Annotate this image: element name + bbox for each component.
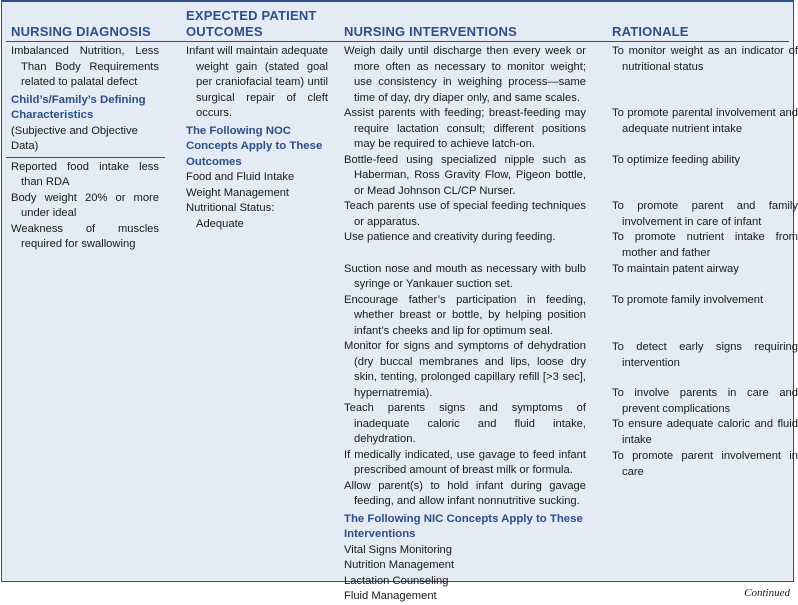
nic-item: Vital Signs Monitoring	[344, 543, 452, 556]
rationale-item: To promote parent and family involvement in care of infant	[612, 200, 798, 228]
noc-item: Weight Management	[186, 186, 290, 199]
header-expected-outcomes-line1: EXPECTED PATIENT	[186, 8, 317, 23]
intervention-item: If medically indicated, use gavage to feed infant prescribed amount of breast milk or formula.	[344, 448, 586, 476]
rationale-item: To optimize feeding ability	[612, 154, 741, 166]
rationale-item: To promote parental involvement and adequate nutrient intake	[612, 107, 798, 135]
defining-characteristics-note: (Subjective and Objective Data)	[11, 124, 138, 152]
rationale-item: To promote nutrient intake from mother and father	[612, 231, 798, 259]
characteristic-item: Body weight 20% or more under ideal	[11, 191, 159, 219]
outcomes-column	[186, 44, 328, 232]
rationale-item: To promote family involvement	[612, 294, 764, 306]
nic-title: The Following NIC Concepts Apply to These Interventions	[344, 512, 583, 540]
intervention-item: Teach parents use of special feeding techniques or apparatus.	[344, 200, 586, 228]
rationale-item: To ensure adequate caloric and fluid intake	[612, 418, 798, 446]
nic-item: Nutrition Management	[344, 559, 455, 571]
noc-item: Food and Fluid Intake	[186, 171, 295, 183]
rationale-item: To maintain patent airway	[612, 263, 739, 275]
diagnosis-title: Imbalanced Nutrition, Less Than Body Requirements related to palatal defect	[11, 45, 159, 88]
intervention-item: Bottle-feed using specialized nipple such as Haberman, Ross Gravity Flow, Pigeon bottle, or Mead Johnson CL/CP Nurser.	[344, 153, 586, 197]
interventions-column	[344, 44, 586, 605]
header-rationale: RATIONALE	[612, 24, 689, 39]
nic-item: Lactation Counseling	[344, 574, 449, 587]
nic-item: Fluid Management	[344, 590, 437, 602]
continued-label: Continued	[744, 587, 790, 599]
intervention-item: Teach parents signs and symptoms of inadequate caloric and fluid intake, dehydration.	[344, 402, 586, 445]
intervention-item: Suction nose and mouth as necessary with bulb syringe or Yankauer suction set.	[344, 262, 586, 290]
intervention-item: Assist parents with feeding; breast-feeding may require lactation consult; different positions may be required to achieve latch-on.	[344, 107, 586, 150]
outcome-text: Infant will maintain adequate weight gain (stated goal per craniofacial team) until surgical repair of cleft occurs.	[186, 45, 328, 119]
noc-sub-item: Adequate	[196, 217, 244, 230]
header-nursing-interventions: NURSING INTERVENTIONS	[344, 24, 517, 39]
header-expected-outcomes-line2: OUTCOMES	[186, 24, 263, 39]
characteristic-item: Weakness of muscles required for swallowing	[11, 222, 159, 250]
diagnosis-divider	[6, 157, 165, 158]
intervention-item: Allow parent(s) to hold infant during gavage feeding, and allow infant nonnutritive sucking.	[344, 479, 586, 507]
rationale-column	[612, 0, 798, 582]
noc-item: Nutritional Status:	[186, 202, 275, 214]
intervention-item: Encourage father’s participation in feeding, whether breast or bottle, by helping position infant’s cheeks and lip for optimum seal.	[344, 293, 586, 337]
characteristic-item: Reported food intake less than RDA	[11, 160, 159, 188]
noc-title: The Following NOC Concepts Apply to These Outcomes	[186, 124, 323, 168]
intervention-item: Weigh daily until discharge then every week or more often as necessary to monitor weight; use consistency in weighing process—same time of day, dry diaper only, and same scales.	[344, 45, 586, 104]
rationale-item: To involve parents in care and prevent complications	[612, 387, 798, 415]
rationale-item: To monitor weight as an indicator of nutritional status	[612, 45, 798, 73]
intervention-item: Use patience and creativity during feeding.	[344, 231, 556, 243]
defining-characteristics-title: Child’s/Family’s Defining Characteristics	[11, 93, 146, 121]
diagnosis-column	[11, 44, 159, 253]
rationale-item: To detect early signs requiring intervention	[612, 341, 798, 369]
header-nursing-diagnosis: NURSING DIAGNOSIS	[11, 24, 151, 39]
rationale-item: To promote parent involvement in care	[612, 450, 798, 478]
intervention-item: Monitor for signs and symptoms of dehydration (dry buccal membranes and lips, loose dry skin, tenting, prolonged capillary refill [>3 sec], hypernatremia).	[344, 340, 586, 399]
